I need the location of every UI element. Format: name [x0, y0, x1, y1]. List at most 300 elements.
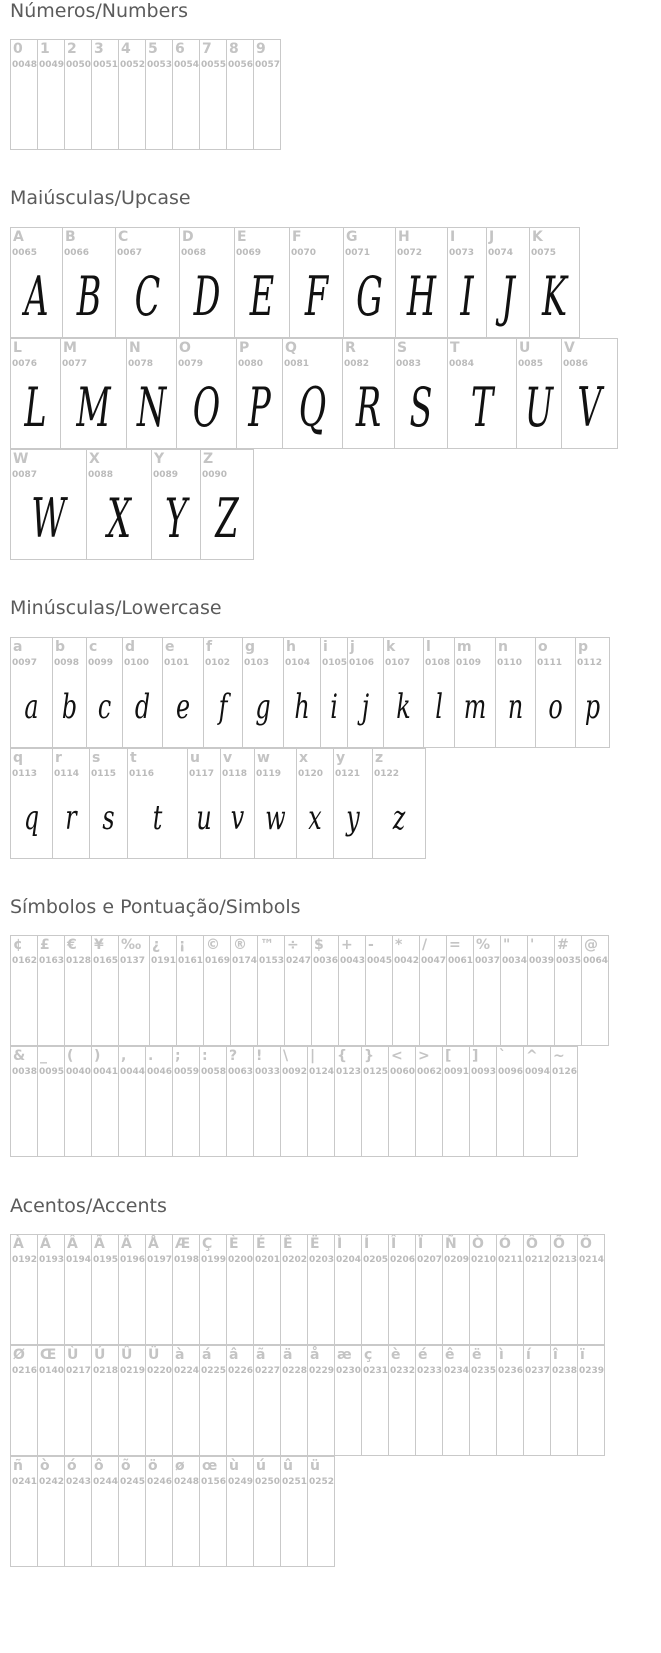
char-code: 0124 [309, 1067, 335, 1077]
glyph-cell [89, 748, 128, 859]
char-label: < [391, 1048, 403, 1064]
char-code: 0250 [255, 1477, 281, 1487]
char-label: X [89, 451, 100, 467]
char-label: í [526, 1347, 531, 1363]
glyph-cell [234, 227, 290, 338]
glyph-cell [577, 1345, 605, 1456]
char-label: Ï [418, 1236, 424, 1252]
char-code: 0217 [66, 1366, 92, 1376]
char-code: 0041 [93, 1067, 119, 1077]
char-code: 0097 [12, 658, 38, 668]
char-label: c [89, 639, 98, 655]
char-code: 0073 [449, 248, 475, 258]
glyph-cell [347, 637, 384, 748]
glyph-sample: e [175, 686, 191, 727]
char-label: + [341, 937, 353, 953]
char-label: ` [499, 1048, 506, 1064]
glyph-cell [220, 748, 255, 859]
glyph-cell [446, 935, 474, 1046]
char-code: 0207 [417, 1255, 443, 1265]
glyph-cell [495, 637, 536, 748]
char-label: Ø [13, 1347, 25, 1363]
glyph-cell [226, 1345, 254, 1456]
glyph-cell [10, 748, 53, 859]
glyph-cell [199, 1456, 227, 1567]
char-code: 0126 [552, 1067, 578, 1077]
title-numbers: Números/Numbers [10, 0, 188, 22]
char-code: 0063 [228, 1067, 254, 1077]
glyph-row [10, 39, 281, 150]
char-code: 0123 [336, 1067, 362, 1077]
glyph-cell [535, 637, 576, 748]
char-code: 0213 [552, 1255, 578, 1265]
char-label: ; [175, 1048, 181, 1064]
char-label: ¢ [13, 937, 23, 953]
char-code: 0033 [255, 1067, 281, 1077]
char-code: 0219 [120, 1366, 146, 1376]
char-code: 0203 [309, 1255, 335, 1265]
glyph-cell [523, 1345, 551, 1456]
char-label: / [422, 937, 428, 953]
char-code: 0051 [93, 60, 119, 70]
glyph-cell [199, 1046, 227, 1157]
char-code: 0224 [174, 1366, 200, 1376]
char-label: u [190, 750, 200, 766]
char-label: ] [472, 1048, 479, 1064]
char-code: 0070 [291, 248, 317, 258]
char-code: 0248 [174, 1477, 200, 1487]
glyph-cell [226, 1456, 254, 1567]
glyph-cell [496, 1046, 524, 1157]
char-code: 0115 [91, 769, 117, 779]
char-label: ó [67, 1458, 77, 1474]
char-code: 0121 [335, 769, 361, 779]
char-label: £ [40, 937, 50, 953]
char-label: = [449, 937, 461, 953]
glyph-cell [334, 1046, 362, 1157]
char-code: 0231 [363, 1366, 389, 1376]
glyph-cell [395, 227, 448, 338]
char-label: i [323, 639, 328, 655]
char-code: 0122 [374, 769, 400, 779]
char-label: é [418, 1347, 428, 1363]
char-code: 0193 [39, 1255, 65, 1265]
glyph-sample: c [97, 686, 112, 727]
char-code: 0048 [12, 60, 38, 70]
glyph-sample: J [501, 265, 515, 328]
char-code: 0237 [525, 1366, 551, 1376]
glyph-cell [500, 935, 528, 1046]
char-code: 0198 [174, 1255, 200, 1265]
glyph-sample: l [435, 686, 443, 727]
char-code: 0244 [93, 1477, 119, 1487]
char-label: $ [314, 937, 324, 953]
char-code: 0116 [129, 769, 155, 779]
glyph-cell [419, 935, 447, 1046]
char-label: H [398, 229, 410, 245]
char-code: 0243 [66, 1477, 92, 1487]
char-label: | [310, 1048, 316, 1064]
char-code: 0216 [12, 1366, 38, 1376]
glyph-sample: D [193, 265, 221, 328]
glyph-row [10, 935, 609, 1046]
char-label: ) [94, 1048, 101, 1064]
glyph-cell [10, 1234, 38, 1345]
glyph-cell [145, 1046, 173, 1157]
char-label: O [179, 340, 191, 356]
char-code: 0230 [336, 1366, 362, 1376]
char-code: 0245 [120, 1477, 146, 1487]
char-label: ë [472, 1347, 482, 1363]
char-code: 0169 [205, 956, 231, 966]
glyph-row [10, 1234, 605, 1345]
glyph-cell [383, 637, 424, 748]
char-code: 0078 [128, 359, 154, 369]
char-code: 0163 [39, 956, 65, 966]
char-label: Á [40, 1236, 51, 1252]
char-label: Ó [499, 1236, 511, 1252]
char-code: 0110 [497, 658, 523, 668]
char-label: ö [148, 1458, 158, 1474]
glyph-cell [388, 1046, 416, 1157]
glyph-row [10, 227, 580, 338]
char-code: 0075 [531, 248, 557, 258]
char-code: 0071 [345, 248, 371, 258]
char-label: E [237, 229, 247, 245]
glyph-cell [496, 1234, 524, 1345]
char-label: Q [285, 340, 297, 356]
char-label: ® [233, 937, 247, 953]
char-label: % [476, 937, 491, 953]
glyph-cell [469, 1234, 497, 1345]
char-label: È [229, 1236, 239, 1252]
char-label: q [13, 750, 24, 766]
char-code: 0201 [255, 1255, 281, 1265]
char-label: ñ [13, 1458, 23, 1474]
char-code: 0072 [397, 248, 423, 258]
char-label: © [206, 937, 220, 953]
char-code: 0074 [488, 248, 514, 258]
char-code: 0106 [349, 658, 375, 668]
glyph-cell [334, 1234, 362, 1345]
char-label: : [202, 1048, 208, 1064]
char-code: 0062 [417, 1067, 443, 1077]
glyph-cell [307, 1345, 335, 1456]
char-code: 0096 [498, 1067, 524, 1077]
glyph-cell [320, 637, 348, 748]
char-label: y [336, 750, 346, 766]
glyph-cell [118, 935, 150, 1046]
glyph-sample: B [76, 265, 102, 328]
char-code: 0112 [577, 658, 603, 668]
char-label: w [257, 750, 270, 766]
char-label: \ [283, 1048, 289, 1064]
char-label: ^ [526, 1048, 538, 1064]
glyph-cell [442, 1046, 470, 1157]
char-label: É [256, 1236, 266, 1252]
glyph-cell [469, 1345, 497, 1456]
char-code: 0204 [336, 1255, 362, 1265]
glyph-sample: P [248, 376, 271, 439]
char-label: V [564, 340, 575, 356]
char-code: 0111 [537, 658, 563, 668]
char-code: 0047 [421, 956, 447, 966]
glyph-sample: X [107, 487, 131, 550]
char-label: h [286, 639, 296, 655]
char-label: N [129, 340, 141, 356]
char-code: 0104 [285, 658, 311, 668]
glyph-cell [226, 39, 254, 150]
char-code: 0192 [12, 1255, 38, 1265]
glyph-cell [64, 1456, 92, 1567]
char-code: 0242 [39, 1477, 65, 1487]
char-code: 0191 [151, 956, 177, 966]
glyph-cell [496, 1345, 524, 1456]
glyph-cell [91, 1345, 119, 1456]
glyph-cell [145, 1234, 173, 1345]
glyph-sample: q [23, 797, 40, 838]
title-accents: Acentos/Accents [10, 1195, 167, 1217]
char-code: 0100 [124, 658, 150, 668]
glyph-cell [469, 1046, 497, 1157]
char-label: ™ [260, 937, 274, 953]
glyph-cell [242, 637, 284, 748]
glyph-cell [280, 1456, 308, 1567]
char-label: * [395, 937, 403, 953]
char-code: 0238 [552, 1366, 578, 1376]
char-code: 0235 [471, 1366, 497, 1376]
glyph-sample: N [136, 376, 167, 439]
char-label: â [229, 1347, 239, 1363]
glyph-cell [561, 338, 618, 449]
char-code: 0049 [39, 60, 65, 70]
char-code: 0084 [449, 359, 475, 369]
char-code: 0076 [12, 359, 38, 369]
glyph-cell [176, 338, 237, 449]
glyph-cell [91, 1234, 119, 1345]
glyph-cell [372, 748, 426, 859]
glyph-cell [64, 39, 92, 150]
char-label: Ö [580, 1236, 592, 1252]
glyph-cell [550, 1234, 578, 1345]
char-label: L [13, 340, 22, 356]
char-code: 0085 [518, 359, 544, 369]
char-label: Û [121, 1347, 133, 1363]
glyph-sample: V [577, 376, 602, 439]
glyph-sample: w [265, 797, 286, 838]
char-label: Ë [310, 1236, 320, 1252]
glyph-cell [361, 1046, 389, 1157]
char-label: # [557, 937, 569, 953]
glyph-cell [172, 1456, 200, 1567]
char-label: f [206, 639, 213, 655]
char-code: 0086 [563, 359, 589, 369]
char-code: 0088 [88, 470, 114, 480]
glyph-sample: I [460, 265, 474, 328]
char-code: 0050 [66, 60, 92, 70]
glyph-cell [333, 748, 373, 859]
glyph-cell [126, 338, 177, 449]
glyph-cell [91, 935, 119, 1046]
glyph-cell [581, 935, 609, 1046]
glyph-cell [172, 1345, 200, 1456]
glyph-cell [284, 935, 312, 1046]
glyph-cell [577, 1234, 605, 1345]
char-code: 0125 [363, 1067, 389, 1077]
char-code: 0229 [309, 1366, 335, 1376]
glyph-cell [253, 1345, 281, 1456]
char-label: Ã [94, 1236, 105, 1252]
glyph-cell [118, 1046, 146, 1157]
char-code: 0128 [66, 956, 92, 966]
glyph-sample: v [230, 797, 245, 838]
glyph-sample: r [65, 797, 77, 838]
glyph-cell [10, 1456, 38, 1567]
char-code: 0118 [222, 769, 248, 779]
glyph-cell [127, 748, 188, 859]
glyph-cell [415, 1046, 443, 1157]
char-code: 0209 [444, 1255, 470, 1265]
glyph-cell [392, 935, 420, 1046]
glyph-cell [64, 1234, 92, 1345]
char-label: , [121, 1048, 127, 1064]
char-label: € [67, 937, 77, 953]
char-code: 0206 [390, 1255, 416, 1265]
glyph-cell [527, 935, 555, 1046]
char-label: Õ [553, 1236, 565, 1252]
glyph-sample: x [308, 797, 322, 838]
glyph-cell [199, 1345, 227, 1456]
char-code: 0218 [93, 1366, 119, 1376]
char-label: ? [229, 1048, 238, 1064]
glyph-sample: y [346, 797, 360, 838]
glyph-cell [115, 227, 180, 338]
char-code: 0036 [313, 956, 339, 966]
glyph-cell [162, 637, 204, 748]
glyph-cell [60, 338, 127, 449]
char-label: x [299, 750, 309, 766]
glyph-cell [172, 1046, 200, 1157]
glyph-sample: k [396, 686, 411, 727]
glyph-cell [10, 637, 53, 748]
char-label: å [310, 1347, 320, 1363]
glyph-sample: o [548, 686, 563, 727]
char-code: 0039 [529, 956, 555, 966]
glyph-cell [423, 637, 455, 748]
char-code: 0098 [54, 658, 80, 668]
char-label: ‰ [121, 937, 142, 953]
char-code: 0034 [502, 956, 528, 966]
glyph-cell [145, 1345, 173, 1456]
char-label: ò [40, 1458, 50, 1474]
glyph-cell [554, 935, 582, 1046]
glyph-cell [311, 935, 339, 1046]
glyph-cell [62, 227, 116, 338]
char-label: Ù [67, 1347, 79, 1363]
glyph-cell [442, 1345, 470, 1456]
char-code: 0107 [385, 658, 411, 668]
char-label: & [13, 1048, 26, 1064]
char-label: d [125, 639, 136, 655]
glyph-sample: h [294, 686, 310, 727]
char-label: î [553, 1347, 558, 1363]
char-code: 0040 [66, 1067, 92, 1077]
char-code: 0035 [556, 956, 582, 966]
char-label: 6 [175, 41, 185, 57]
char-label: - [368, 937, 374, 953]
char-label: C [118, 229, 129, 245]
char-label: g [245, 639, 256, 655]
glyph-cell [447, 338, 517, 449]
glyph-cell [253, 1234, 281, 1345]
char-code: 0061 [448, 956, 474, 966]
char-label: W [13, 451, 29, 467]
glyph-cell [338, 935, 366, 1046]
glyph-cell [10, 1046, 38, 1157]
char-code: 0153 [259, 956, 285, 966]
char-label: Í [364, 1236, 370, 1252]
glyph-cell [523, 1234, 551, 1345]
char-code: 0220 [147, 1366, 173, 1376]
char-code: 0200 [228, 1255, 254, 1265]
char-code: 0196 [120, 1255, 146, 1265]
char-label: Â [67, 1236, 78, 1252]
char-label: ø [175, 1458, 185, 1474]
char-code: 0165 [93, 956, 119, 966]
glyph-cell [334, 1345, 362, 1456]
glyph-sample: i [330, 686, 338, 727]
char-code: 0252 [309, 1477, 335, 1487]
glyph-sample: u [196, 797, 212, 838]
char-label: Å [148, 1236, 159, 1252]
glyph-row [10, 1046, 578, 1157]
char-label: Ü [148, 1347, 160, 1363]
glyph-sample: z [392, 797, 406, 838]
char-code: 0043 [340, 956, 366, 966]
glyph-row [10, 1456, 335, 1567]
glyph-cell [37, 1234, 65, 1345]
glyph-cell [307, 1456, 335, 1567]
glyph-cell [118, 1456, 146, 1567]
char-label: ' [530, 937, 535, 953]
char-code: 0117 [189, 769, 215, 779]
char-label: ì [499, 1347, 504, 1363]
char-label: k [386, 639, 396, 655]
char-code: 0251 [282, 1477, 308, 1487]
char-label: Œ [40, 1347, 57, 1363]
char-label: P [239, 340, 250, 356]
glyph-cell [280, 1046, 308, 1157]
char-code: 0236 [498, 1366, 524, 1376]
glyph-cell [394, 338, 448, 449]
char-label: ¡ [179, 937, 186, 953]
char-label: R [345, 340, 356, 356]
char-label: Î [391, 1236, 397, 1252]
glyph-row [10, 637, 610, 748]
char-code: 0102 [205, 658, 231, 668]
glyph-cell [203, 637, 243, 748]
char-code: 0046 [147, 1067, 173, 1077]
glyph-cell [91, 1456, 119, 1567]
char-label: G [346, 229, 358, 245]
char-code: 0068 [181, 248, 207, 258]
char-label: ù [229, 1458, 239, 1474]
glyph-cell [454, 637, 496, 748]
glyph-row [10, 449, 254, 560]
char-label: ê [445, 1347, 455, 1363]
char-label: è [391, 1347, 401, 1363]
glyph-sample: d [134, 686, 151, 727]
